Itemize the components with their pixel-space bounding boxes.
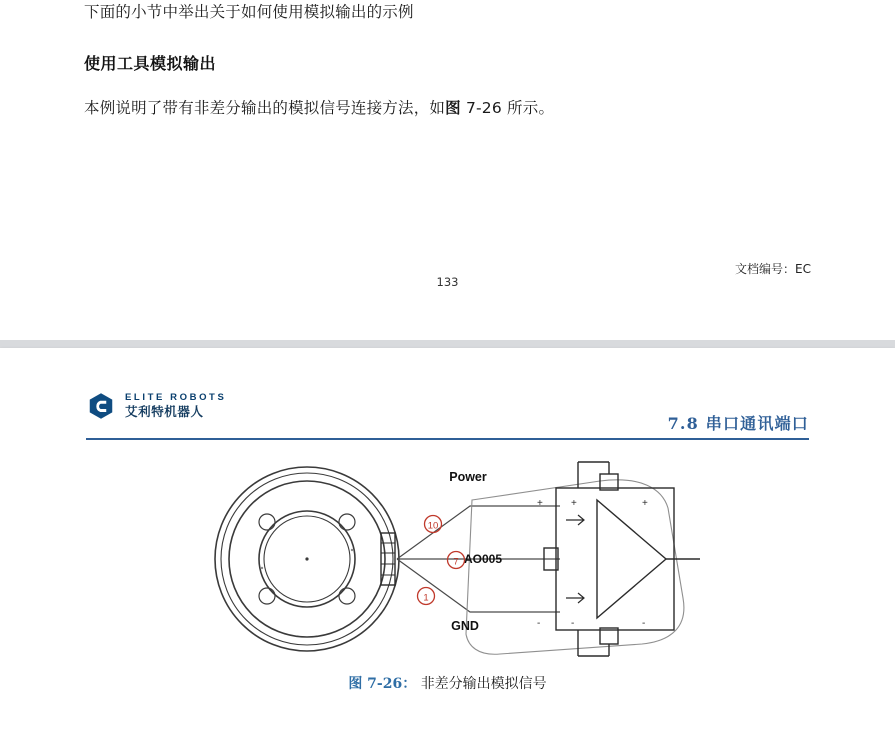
document-number: 文档编号：EC bbox=[735, 262, 811, 276]
pin-1-label: 1 bbox=[423, 592, 429, 604]
brand-name-cn: 艾利特机器人 bbox=[125, 404, 204, 420]
section-heading: 使用工具模拟输出 bbox=[84, 53, 217, 73]
sign-plus-1: + bbox=[537, 498, 543, 509]
page-number: 133 bbox=[436, 275, 459, 289]
section-title: 7.8 串口通讯端口 bbox=[667, 414, 809, 433]
tool-flange-drawing bbox=[215, 467, 399, 651]
pin-7-label: 7 bbox=[453, 556, 459, 568]
amplifier-block bbox=[544, 462, 700, 656]
page-separator bbox=[0, 340, 895, 348]
header-divider bbox=[86, 438, 809, 440]
figure-caption bbox=[0, 673, 895, 693]
body-paragraph-post: 7-26 所示。 bbox=[460, 98, 555, 117]
body-paragraph bbox=[84, 96, 814, 118]
body-paragraph-bold: 图 bbox=[445, 98, 461, 117]
figure-svg bbox=[0, 448, 895, 670]
figure-caption-number: 图 7-26： bbox=[348, 676, 417, 692]
figure-caption-text: 非差分输出模拟信号 bbox=[420, 676, 547, 692]
sign-minus-2: - bbox=[571, 618, 575, 629]
sign-minus-3: - bbox=[642, 618, 646, 629]
label-power: Power bbox=[449, 470, 487, 484]
sign-plus-3: + bbox=[642, 498, 648, 509]
brand-text bbox=[125, 392, 226, 420]
sign-plus-2: + bbox=[571, 498, 577, 509]
figure-analog-output-diagram bbox=[0, 448, 895, 670]
intro-paragraph: 下面的小节中举出关于如何使用模拟输出的示例 bbox=[84, 3, 414, 21]
pin-10-label: 10 bbox=[427, 520, 439, 532]
page-one-text-block bbox=[84, 0, 814, 118]
body-paragraph-pre: 本例说明了带有非差分输出的模拟信号连接方法，如 bbox=[84, 98, 446, 117]
label-ao005: AO005 bbox=[464, 552, 503, 566]
brand-name-en: ELITE ROBOTS bbox=[125, 392, 227, 404]
sign-minus-1: - bbox=[537, 618, 541, 629]
elite-robots-logo-icon bbox=[86, 391, 116, 421]
document-page-current bbox=[0, 348, 895, 735]
document-page-previous bbox=[0, 0, 895, 340]
polarity-signs bbox=[537, 498, 648, 629]
label-gnd: GND bbox=[451, 619, 479, 633]
brand-logo bbox=[86, 391, 226, 421]
